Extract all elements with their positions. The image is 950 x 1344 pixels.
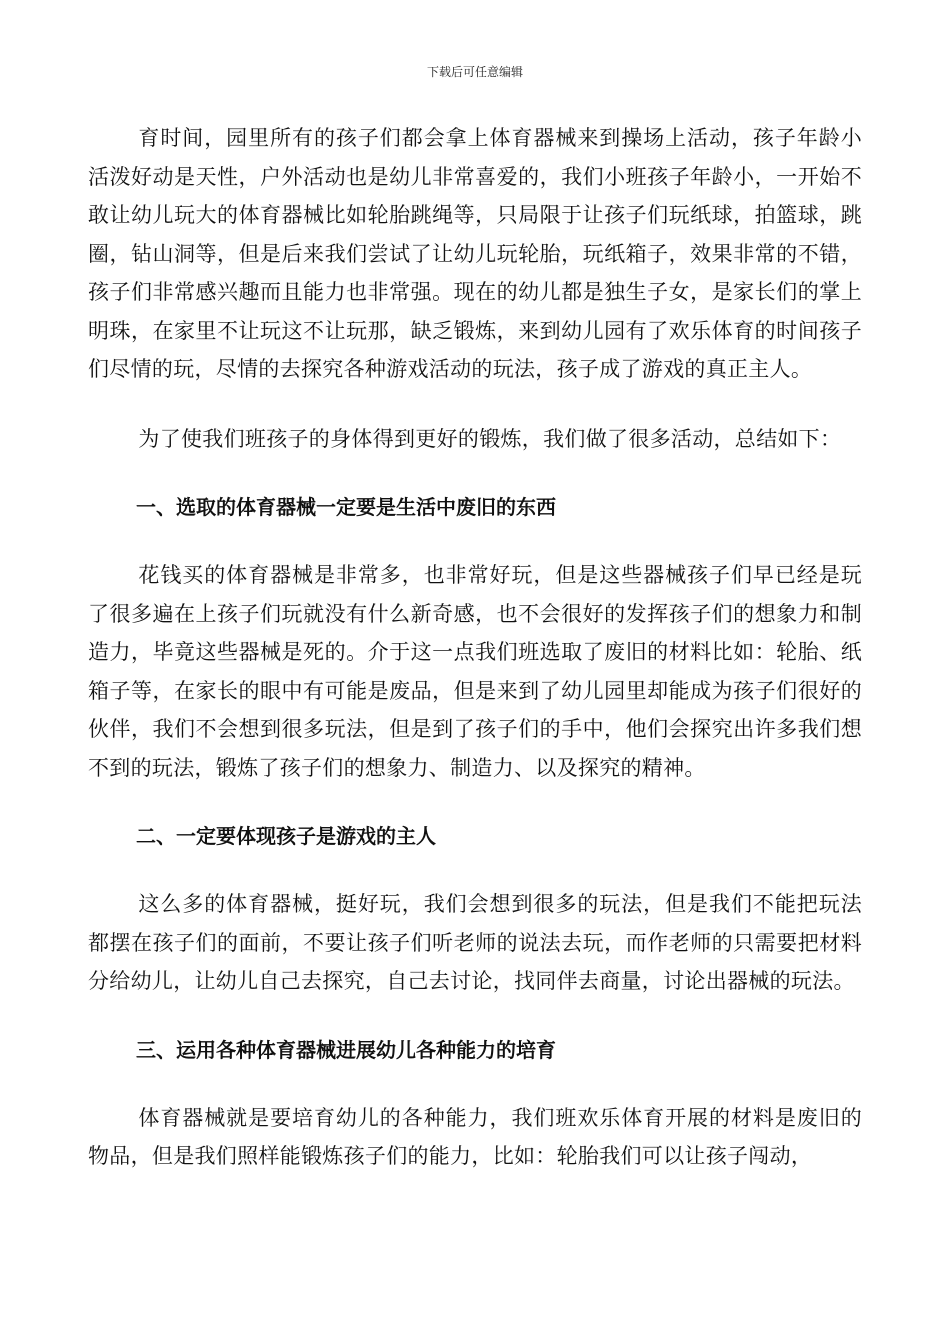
paragraph-5: 体育器械就是要培育幼儿的各种能力，我们班欢乐体育开展的材料是废旧的物品，但是我们照样能锻炼孩子们的能力，比如：轮胎我们可以让孩子闯动，	[88, 1105, 862, 1168]
section-heading-2: 二、一定要体现孩子是游戏的主人	[136, 824, 436, 848]
document-body	[88, 119, 862, 1176]
paragraph-4: 这么多的体育器械，挺好玩，我们会想到很多的玩法，但是我们不能把玩法都摆在孩子们的面前，不要让孩子们听老师的说法去玩，而作老师的只需要把材料分给幼儿，让幼儿自己去探究，自己去讨论，找同伴去商量，讨论出器械的玩法。	[88, 892, 862, 993]
paragraph-1: 育时间，园里所有的孩子们都会拿上体育器械来到操场上活动，孩子年龄小活泼好动是天性，户外活动也是幼儿非常喜爱的，我们小班孩子年龄小，一开始不敢让幼儿玩大的体育器械比如轮胎跳绳等，只局限于让孩子们玩纸球，拍篮球，跳圈，钻山洞等，但是后来我们尝试了让幼儿玩轮胎，玩纸箱子，效果非常的不错，孩子们非常感兴趣而且能力也非常强。现在的幼儿都是独生子女，是家长们的掌上明珠，在家里不让玩这不让玩那，缺乏锻炼，来到幼儿园有了欢乐体育的时间孩子们尽情的玩，尽情的去探究各种游戏活动的玩法，孩子成了游戏的真正主人。	[88, 126, 862, 381]
section-heading-3: 三、运用各种体育器械进展幼儿各种能力的培育	[136, 1037, 556, 1062]
section-heading-1: 一、选取的体育器械一定要是生活中废旧的东西	[136, 495, 556, 519]
page-header-note: 下载后可任意编辑	[426, 65, 523, 79]
paragraph-2: 为了使我们班孩子的身体得到更好的锻炼，我们做了很多活动，总结如下：	[138, 426, 842, 451]
paragraph-3: 花钱买的体育器械是非常多，也非常好玩，但是这些器械孩子们早已经是玩了很多遍在上孩子们玩就没有什么新奇感，也不会很好的发挥孩子们的想象力和制造力，毕竟这些器械是死的。介于这一点我们班选取了废旧的材料比如：轮胎、纸箱子等，在家长的眼中有可能是废品，但是来到了幼儿园里却能成为孩子们很好的伙伴，我们不会想到很多玩法，但是到了孩子们的手中，他们会探究出许多我们想不到的玩法，锻炼了孩子们的想象力、制造力、以及探究的精神。	[88, 563, 862, 780]
